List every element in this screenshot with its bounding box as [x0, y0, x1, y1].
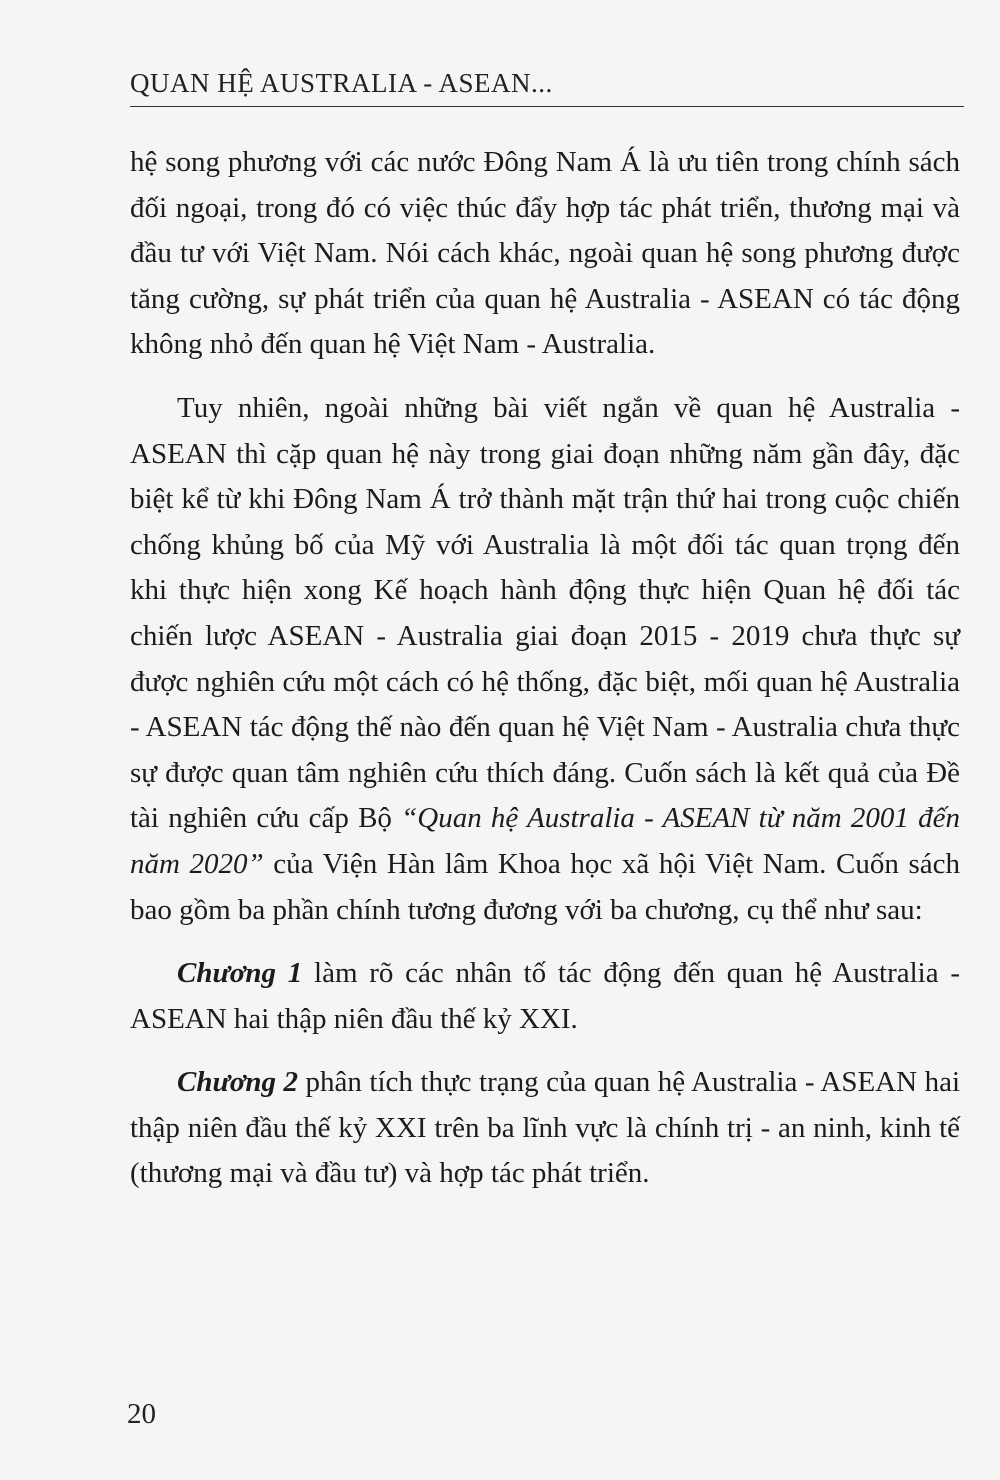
project-title: “Quan hệ Australia - ASEAN từ năm 2001 đến năm 2020”	[130, 802, 960, 880]
paragraph-continuation: hệ song phương với các nước Đông Nam Á là ưu tiên trong chính sách đối ngoại, trong đó có việc thúc đẩy hợp tác phát triển, thương mại và đầu tư với Việt Nam. Nói cách khác, ngoài quan hệ song phương được tăng cường, sự phát triển của quan hệ Australia - ASEAN có tác động không nhỏ đến quan hệ Việt Nam - Australia.	[130, 146, 960, 361]
chapter-2-label: Chương 2	[177, 1066, 299, 1099]
running-header: QUAN HỆ AUSTRALIA - ASEAN...	[130, 68, 553, 98]
chapter-1-summary	[130, 951, 960, 1042]
chapter-2-text: phân tích thực trạng của quan hệ Australia - ASEAN hai thập niên đầu thế kỷ XXI trên ba lĩnh vực là chính trị - an ninh, kinh tế (thương mại và đầu tư) và hợp tác phát triển.	[130, 1066, 960, 1190]
paragraph-intro-end: của Viện Hàn lâm Khoa học xã hội Việt Nam. Cuốn sách bao gồm ba phần chính tương đương với ba chương, cụ thể như sau:	[130, 847, 960, 926]
chapter-1-text: làm rõ các nhân tố tác động đến quan hệ Australia - ASEAN hai thập niên đầu thế kỷ XXI.	[130, 957, 960, 1035]
paragraph-intro	[130, 386, 960, 933]
chapter-1-label: Chương 1	[177, 957, 303, 990]
chapter-2-summary	[130, 1060, 960, 1197]
page-number: 20	[127, 1398, 156, 1430]
body-text	[130, 140, 960, 1197]
header-divider	[130, 106, 964, 107]
paragraph-intro-start: Tuy nhiên, ngoài những bài viết ngắn về quan hệ Australia - ASEAN thì cặp quan hệ này trong giai đoạn những năm gần đây, đặc biệt kể từ khi Đông Nam Á trở thành mặt trận thứ hai trong cuộc chiến chống khủng bố của Mỹ với Australia là một đối tác quan trọng đến khi thực hiện xong Kế hoạch hành động thực hiện Quan hệ đối tác chiến lược ASEAN - Australia giai đoạn 2015 - 2019 chưa thực sự được nghiên cứu một cách có hệ thống, đặc biệt, mối quan hệ Australia - ASEAN tác động thế nào đến quan hệ Việt Nam - Australia chưa thực sự được quan tâm nghiên cứu thích đáng. Cuốn sách là kết quả của Đề tài nghiên cứu cấp Bộ	[130, 391, 960, 835]
